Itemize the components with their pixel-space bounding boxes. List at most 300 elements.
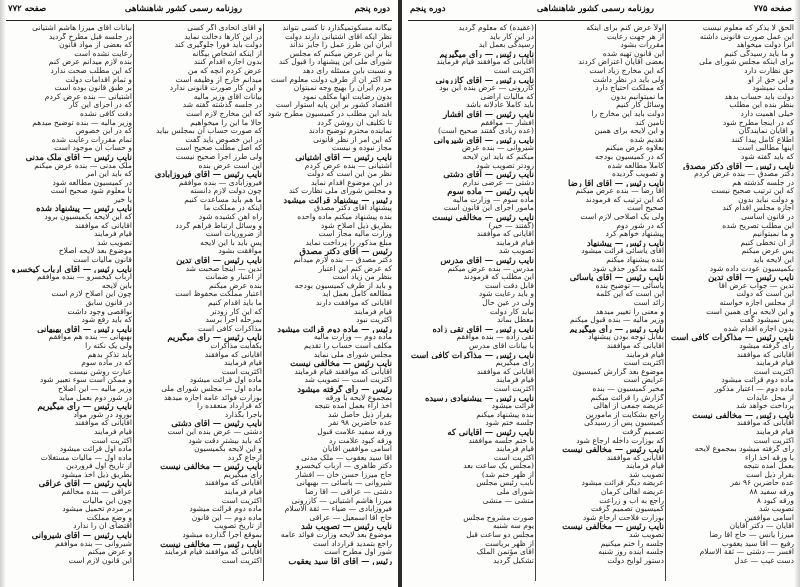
text-line: بنده عرض میکنم — [209, 281, 262, 290]
text-line: اولاً عرض کنم برای اینکه — [586, 24, 664, 32]
text-line: در این کارها دخالت نماید — [184, 32, 262, 41]
text-line: ماده دوم قرائت میشود — [721, 376, 794, 385]
text-line: تصویب شد — [759, 505, 794, 514]
text-line: که این مخارج لازم است — [186, 109, 262, 118]
text-line: معطل بماند — [496, 316, 534, 325]
text-line: از ضروریات است — [205, 230, 262, 239]
text-line: رسیدگی بعمل آید — [478, 41, 534, 50]
text-line: اقتضای آن را ندارد — [73, 522, 132, 531]
text-line: مکلف است حساب را تقدیم — [303, 341, 392, 350]
text-line: در این خصوص باید گفت — [185, 135, 262, 144]
text-line: دشتی — عرضی ندارم — [462, 178, 534, 187]
text-line: آقایانی که موافقند — [606, 453, 664, 462]
text-line: آقایانی که موافقند قیام فرمایند — [436, 58, 534, 67]
text-line: نایب رئیس — رأی میگیریم — [167, 333, 262, 342]
text-line: نایب رئیس — مذاکرات کافی است — [410, 350, 534, 360]
text-line: و این حق از او — [748, 75, 794, 84]
text-line: نایب رئیس — آقای آشتیانی — [295, 152, 392, 162]
text-line: آقایان — دکتر آقایان — [729, 522, 794, 531]
text-line: نایب رئیس — پیشنهادی رسیده — [425, 393, 534, 403]
text-line: و آقای اتحادی اگر کسی — [187, 24, 262, 32]
text-line: از ظهر بریاست — [485, 539, 534, 548]
text-line: آنرا دولت میخواهد — [736, 41, 794, 50]
text-line: و این کار صورت قانونی ندارد — [169, 84, 262, 93]
text-line: برای اینکه مجلس شورای ملی — [699, 58, 794, 67]
text-line: پس باید با این لایحه — [200, 238, 262, 247]
text-line: تدین — اینجا صحبت شد — [185, 264, 262, 273]
text-line: که در شور دوم — [616, 221, 664, 230]
text-line: آقایانی که موافقند قیام فرمایند — [294, 367, 392, 376]
text-line: نایب رئیس — آقای دکتر مصدق — [683, 161, 794, 171]
text-line: در کمیسیون مطالعه شود — [52, 178, 132, 187]
text-line: رئیس — آقای آقا سید یعقوب — [288, 556, 392, 566]
text-line: نایب رئیس — آقای ملک مدنی — [25, 152, 132, 162]
text-line: بوزارت فوائد عامه اجازه میدهد — [163, 393, 262, 402]
text-line: قیام فرمایند — [224, 359, 262, 368]
text-line: دولت باید فوراً جلوگیری کند — [174, 41, 262, 50]
text-line: نایب رئیس — مخالفی نیست — [160, 462, 262, 471]
text-line: ورقه سفید علامت قبول — [317, 427, 392, 436]
text-line: از محل عایدات — [746, 393, 794, 402]
text-line: میرزا هاشم آشتیانی — کازرونی — [291, 496, 392, 505]
text-line: ولی یک اصلاحی لازم است — [580, 213, 664, 222]
text-line: اکثریت است — [493, 66, 534, 75]
text-line: نایب رئیس — مخالفی نیست — [562, 445, 664, 454]
text-line: نایب رئیس — مخالفی نیست — [290, 359, 392, 368]
text-line: ماده دوم قرائت میشود — [189, 505, 262, 514]
text-line: عده حاضرین ۹۸ نفر — [328, 419, 392, 428]
text-line: اسامی موافقین آقایان — [322, 445, 392, 454]
right-page-number: صفحه ۷۷۵ — [753, 4, 792, 14]
text-line: نایب رئیس — آقای شیروانی — [433, 135, 534, 145]
text-line: بقابل توجه بودن پیشنهاد — [588, 333, 664, 342]
text-line: و تصویب گردیده — [612, 170, 664, 179]
text-line: این است عرض بنده — [198, 161, 262, 170]
right-column-3 — [408, 24, 534, 581]
text-line: با ورقه اخذ آراء — [745, 453, 794, 462]
text-line: نایب رئیس — آقای فیروزآبادی — [154, 170, 262, 179]
text-line: که در این خصوص — [75, 127, 132, 136]
text-line: که این کار زودتر — [210, 307, 262, 316]
text-line: پیشنهاد خواهم کرد — [605, 230, 664, 239]
text-line: که عرض کنم این اعتبار — [318, 264, 392, 273]
text-line: که این ترتیب که فرمودند — [585, 195, 664, 204]
text-line: خیلی اهمیت دارد — [740, 109, 794, 118]
text-line: رعایت نشده است — [74, 49, 132, 58]
text-line: و ما نمیتوانیم — [752, 230, 794, 239]
text-line: آشتیانی — بنده عرض کردم — [44, 92, 132, 101]
text-line: راجع بتمدید قرارداد است — [312, 539, 392, 548]
text-line: تدین — جواب عرض آقا — [718, 281, 794, 290]
text-line: آقای مؤتمن الملک — [476, 548, 534, 557]
text-line: و نسبت باین مسئله رأی دهد — [302, 66, 392, 75]
text-line: بدون اجازه اقدام کنند — [193, 58, 262, 67]
text-line: نایب رئیس — آقای دشتی — [171, 419, 262, 428]
text-line: تصویب شد — [629, 531, 664, 540]
text-line: در قانون سابق — [85, 299, 132, 307]
text-line: تا تکلیف آن روشن گردد — [317, 118, 392, 127]
text-line: صورت مشروح مجلس — [463, 513, 534, 522]
text-line: میکنم که باید این لایحه — [462, 152, 534, 161]
text-line: بطریق ذیل اخذ میشود — [61, 470, 132, 479]
text-line: دولت باید این مخارج را — [591, 109, 664, 118]
text-line: بطریق ذیل اصلاح شود — [320, 221, 392, 230]
text-line: اخذ آراء بعمل آمده نتیجه — [314, 402, 392, 411]
text-line: نایب رئیس — آقای عراقی — [38, 479, 132, 489]
text-line: فیروزآبادی — ضیاء — ثقة الاسلام — [284, 505, 392, 514]
text-line: این است که دولت — [736, 290, 794, 299]
text-line: قیام فرمایند — [496, 445, 534, 454]
text-line: اکثریت است — [753, 367, 794, 376]
text-line: در این موضوع اقدام نماید — [310, 178, 392, 187]
text-line: دست غیب — عدل — [734, 556, 794, 565]
text-line: و ممکن است سوء تعبیر شود — [39, 376, 132, 385]
text-line: و آقایان نمایندگان — [738, 127, 794, 136]
text-line: میدانم خارج از وظیفه است — [175, 75, 262, 84]
text-line: (عده زیادی گفتند صحیح است) — [438, 127, 534, 136]
text-line: با ختم جلسه موافقند — [468, 436, 534, 445]
text-line: پس نمیشود گفت — [739, 316, 794, 325]
text-line: ورقه کبود ۸ — [756, 496, 794, 505]
left-column-divider-2 — [133, 24, 134, 581]
text-line: دقت کافی نشده — [79, 109, 132, 118]
text-line: نایب رئیس — مذاکرات کافی است — [670, 333, 794, 342]
text-line: نایب رئیس — آقای دشتی — [443, 170, 534, 179]
text-line: بنظر من زیاد است — [332, 273, 392, 282]
text-line: کاملاً مطالعه شده — [607, 161, 664, 170]
text-line: ماده سوم — وزارت مالیه — [452, 195, 534, 204]
text-line: رأی گرفته میشود — [739, 341, 794, 350]
text-line: اعتبار مملکت محفوظ است — [175, 290, 262, 299]
text-line: تشکیل گردید — [493, 556, 534, 565]
text-line: قیام فرمایند — [626, 350, 664, 359]
text-line: نایب رئیس — مخالفی نیست — [160, 539, 262, 549]
text-line: در جلسه قبل مطرح گردید — [48, 32, 132, 41]
text-line: ماده اول — مجلس شورای ملی — [161, 384, 262, 393]
text-line: آقایانی که موافقند — [476, 367, 534, 376]
text-line: که این ترتیب صحیح نیست — [711, 187, 794, 196]
right-column-2 — [538, 24, 664, 581]
text-line: دکتر طاهری — ارباب کیخسرو — [295, 462, 392, 471]
text-line: ارباب کیخسرو — بنده موافقم — [36, 273, 132, 282]
text-line: باین لایحه — [101, 281, 132, 290]
text-line: ما نمیتوانیم بدون — [610, 92, 664, 101]
text-line: باجرا بگذارد — [224, 410, 262, 419]
text-line: دشتی — عراقی — آقا رضا — [305, 488, 392, 497]
text-line: عریضه اهالی کرمان — [600, 488, 664, 497]
text-line: بوزارت فلاحت ارجاع شود — [582, 513, 664, 522]
text-line: که صورت حساب آن بمجلس بیاید — [156, 127, 262, 136]
text-line: در قانون اساسی — [741, 213, 794, 222]
text-line: که بعضی از مواد قانون — [59, 41, 132, 50]
text-line: بورود در شور مواد — [73, 410, 132, 419]
text-line: که این امر از نظر قانونی — [313, 135, 392, 144]
text-line: از هر جهت رعایت — [607, 32, 664, 41]
text-line: و حساب آن موجود است — [54, 144, 132, 153]
text-line: رئیس — رأی گرفته میشود — [297, 384, 392, 394]
text-line: بمرحله اجرا برسد — [205, 316, 262, 325]
text-line: نایب رئیس — آقای یاسائی — [569, 273, 664, 282]
text-line: اکثریت است — [221, 556, 262, 565]
text-line: تا معلوم شود صحیح است — [50, 187, 132, 196]
text-line: بعضی آقایان اعتراض کردند — [578, 58, 664, 67]
left-column-divider-1 — [263, 24, 264, 581]
text-line: دولت باید حساب بدهد — [724, 92, 794, 101]
text-line: موضوع بعد لایحه اصلاح — [58, 247, 132, 256]
text-line: پس عرض میکنم — [741, 247, 794, 256]
text-line: آقای یاسائی قرائت میشود — [581, 247, 664, 256]
text-line: در این کار باید — [489, 32, 534, 41]
text-line: نایب رئیس — مخالفی نیست — [432, 213, 534, 222]
text-line: نایب رئیس — آقای تدین — [708, 273, 794, 282]
text-line: و مجلس شورای ملی نظارت کند — [288, 187, 392, 196]
text-line: تصمیم گرفت — [622, 427, 664, 436]
text-line: اینها مطالبی است — [737, 144, 794, 153]
text-line: بمجموع لایحه با ورقه — [325, 393, 392, 402]
text-line: و وضع مملکت — [86, 513, 132, 522]
text-line: جلسه را ختم میکنیم — [600, 539, 664, 548]
text-line: راه آهن کشیده شود — [198, 213, 262, 222]
right-column-divider-1 — [665, 24, 666, 581]
text-line: زودتر تصویب شود — [476, 161, 534, 170]
text-line: قیام فرمایند — [496, 238, 534, 247]
text-line: چون دولت لازم دانسته — [190, 187, 262, 196]
text-line: رأی میگیریم — [495, 359, 534, 368]
text-line: تصویب شد — [629, 470, 664, 479]
text-line: میرزا یانس — حاج آقا رضا — [709, 531, 794, 540]
text-line: تقدیم شده — [630, 135, 664, 144]
text-line: و ما باید رسیدگی کنیم — [724, 49, 794, 58]
text-line: آشتیانی — بنده عرض کردم — [304, 161, 392, 170]
text-line: با بیانات آقای مدرس — [469, 341, 534, 350]
text-line: بقرار ذیل حاصل شد — [328, 410, 392, 419]
text-line: این قانون لازم است — [68, 556, 132, 565]
right-issue-label: دوره پنجم — [410, 4, 446, 14]
text-line: (عقیده) که معلوم گردید — [458, 24, 534, 32]
text-line: الحق لا یذکر که معلوم نیست — [702, 24, 794, 32]
left-column-1 — [266, 24, 392, 581]
text-line: بهبهانی — بنده هم موافقم — [48, 333, 132, 342]
text-line: اکثریت است — [493, 384, 534, 393]
text-line: مجلس دو ساعت قبل — [466, 531, 534, 540]
text-line: و باید از طرف کمیسیون بودجه — [294, 281, 392, 290]
right-page — [402, 0, 800, 587]
text-line: که باید رفع شود — [81, 316, 132, 325]
text-line: و باید رعایت شود — [478, 290, 534, 299]
text-line: که در اینجا مطرح شود — [722, 118, 794, 127]
text-line: و این لایحه برای همین است — [706, 307, 794, 316]
text-line: باید این مطلب در کمیسیون مطرح شود — [267, 109, 392, 118]
text-line: نایب رئیس — پیشنهاد — [586, 238, 664, 248]
text-line: قرائت میشود — [491, 402, 534, 411]
text-line: قیام فرمایند — [94, 427, 132, 436]
text-line: دکتر مصدق — بنده لازم میدانم — [293, 256, 392, 265]
text-line: از ظهر ختم شد) — [481, 470, 534, 479]
text-line: اینکه در مملکت ما — [203, 204, 262, 213]
text-line: نایب رئیس — آقای ارباب کیخسرو — [11, 264, 132, 274]
text-line: آقایانی که موافقند — [74, 221, 132, 230]
text-line: که اصل مطلب صحیح است — [175, 144, 262, 153]
text-line: قیام فرمایند — [496, 376, 534, 385]
text-line: شورای ملی — [496, 488, 534, 497]
text-line: نباید کار دولت — [489, 307, 534, 316]
text-line: راجع به آب و زراعت — [599, 496, 664, 505]
text-line: اکثریت است — [493, 453, 534, 462]
text-line: بدون رضایت آنها مکلف نمود — [302, 92, 392, 101]
text-line: اکثریت است — [91, 436, 132, 445]
text-line: تصویب شد — [499, 247, 534, 256]
text-line: بعمل آمده نتیجه — [743, 462, 794, 471]
text-line: اکثریت است — [623, 359, 664, 368]
text-line: شیروانی — بنده موافقم — [55, 539, 132, 548]
text-line: شیروانی — یاسائی — بهبهانی — [296, 479, 392, 488]
text-line: بر مردم تحمیل میشود — [62, 505, 132, 514]
text-line: و معنی را تغییر میدهد — [595, 307, 664, 316]
text-line: از اعتبار و ضمانت — [205, 273, 262, 282]
left-page-number: صفحه ۷۷۲ — [8, 4, 47, 14]
text-line: موافقت بشود — [218, 247, 262, 256]
text-line: نایب رئیس — رأی میگیریم — [439, 49, 534, 59]
text-line: که مالیات اراضی — [480, 92, 534, 101]
text-line: که بوزارت داخله ارجاع شود — [576, 436, 664, 445]
text-line: حالا ما این را میخواهیم — [190, 118, 262, 127]
text-line: زائد است — [633, 299, 664, 307]
text-line: راجع بشکایت از مأمورین — [585, 410, 664, 419]
text-line: (گفتند — خیر) — [488, 221, 534, 230]
text-line: چون این اصلاح لازم است — [51, 290, 132, 299]
text-line: اکثریت است — [753, 436, 794, 445]
text-line: عراقی — بنده مخالفم — [61, 488, 132, 497]
text-line: مأمور اجرای این قانون است — [443, 204, 534, 213]
text-line: آقایانی که موافقند — [606, 341, 664, 350]
text-line: رئیس — آقای دکتر مصدق — [299, 247, 392, 257]
text-line: وزیر مالیه — بنده قبول میکنم — [570, 316, 664, 325]
text-line: که باید این امر — [86, 170, 132, 179]
text-line: و این لایحه برای همین — [594, 127, 664, 136]
text-line: دکتر مصدق — بنده عرض کردم — [694, 170, 794, 179]
text-line: تصویب شد — [97, 238, 132, 247]
text-line: و عرض میکنم — [87, 548, 132, 557]
text-line: نایب رئیس — ماده سوم — [447, 187, 534, 196]
text-line: از تاریخ تصویب — [214, 522, 262, 531]
text-line: قانون مالیات است — [73, 256, 132, 265]
text-line: ملک مدنی — بنده عرض میکنم — [34, 161, 132, 170]
text-line: حاج میرزا حسن خان — افشار — [295, 470, 392, 479]
text-line: این عمل صورت قانونی داشته — [699, 32, 794, 41]
text-line: کلمه مذکور حذف شود — [592, 264, 664, 273]
text-line: که باید گفته شود — [741, 152, 794, 161]
text-line: اطلاع کامل پیدا کنند — [731, 135, 794, 144]
text-line: تأمین کند — [635, 118, 664, 127]
text-line: که در ماده سوم — [81, 359, 132, 368]
text-line: آقایانی که موافقند — [74, 419, 132, 428]
text-line: ما باید اقدام کنیم — [208, 299, 262, 307]
text-line: رأی میگیریم — [223, 470, 262, 479]
text-line: کازرونی — عرض بنده این بود — [439, 84, 534, 93]
text-line: نایب رئیس — آقای کازرونی — [435, 75, 534, 85]
text-line: بیانات آقای وزیر مالیه — [193, 92, 262, 101]
text-line: بیانات آقای میرزا هاشم آشتیانی — [32, 24, 132, 32]
text-line: اکثریت نبود — [356, 316, 392, 325]
text-line: بنده پیشنهاد میکنم ماده واحده — [297, 213, 392, 222]
text-line: این مطلب تصریح شده — [722, 221, 794, 230]
text-line: از مجلس اجازه خواسته — [719, 299, 794, 307]
left-issue-label: دوره پنجم — [354, 4, 390, 14]
text-line: نظر آیکه آقای آشتیانی دارند دولت — [285, 32, 392, 41]
text-line: حاج آقا اسمعیل — عراقی — [309, 513, 392, 522]
text-line: مطالعه کامل بعمل آید — [322, 290, 392, 299]
text-line: که این لایحه بکمیسیون برود — [44, 213, 132, 222]
text-line: در جلسه گذشته هم — [732, 178, 794, 187]
text-line: بنده لازم میدانم عرض کنم — [48, 58, 132, 67]
text-line: بقرار ذیل است — [746, 470, 794, 479]
text-line: چون این مالیات — [82, 496, 132, 505]
text-line: در شور دوم بعمل میآید — [58, 393, 132, 402]
text-line: که قرارداد منعقده را — [196, 402, 262, 411]
text-line: مجاز نبوده و نیست — [331, 144, 392, 153]
text-line: که در کمیسیون بودجه — [594, 152, 664, 161]
text-line: ولی یک نکته را — [85, 341, 132, 350]
text-line: رفیع — آقا سید یعقوب — [721, 539, 794, 548]
text-line: و این لایحه بکمیسیون — [194, 445, 262, 454]
text-line: بنده پیشنهاد میکنم — [606, 256, 664, 265]
text-line: که در اجرای این کار — [68, 101, 132, 110]
text-line: ورقه کبود علامت رد — [328, 436, 392, 445]
text-line: ماده دوم — وزارت مالیه — [313, 333, 392, 342]
text-line: مدرس — بنده عرض میکنم — [447, 264, 534, 273]
text-line: و دولت نباید بدون — [738, 195, 794, 204]
right-running-title: روزنامه رسمی کشور شاهنشاهی — [536, 4, 654, 14]
text-line: بنده پیشنهاد میکنم — [476, 410, 534, 419]
text-line: بنا بر این عرض میکنم که مجلس — [289, 49, 392, 58]
text-line: نماینده محترم توضیح دادند — [308, 127, 392, 136]
text-line: آقا رضا — بنده عرض میکنم — [575, 187, 664, 196]
text-line: تمام مقررات رعایت شده — [51, 135, 132, 144]
text-line: که مملکت احتیاج دارد — [595, 84, 664, 93]
text-line: نایب رئیس — مخالفی نیست — [562, 522, 664, 532]
text-line: آقایانی که موافقت دارند — [315, 299, 392, 307]
text-line: ورقه سفید ۸۸ — [749, 488, 794, 497]
text-line: نایب رئیس — رأی میگیریم — [37, 402, 132, 411]
text-line: دشتی — عرض بنده این است — [167, 427, 262, 436]
text-line: ماده اول — مالیات مستغلات — [40, 453, 132, 462]
text-line: ولی در عین حال — [482, 299, 534, 307]
text-line: موضوع بعد لایحه وزارت فوائد عامه — [280, 531, 392, 540]
left-column-3 — [6, 24, 132, 581]
page-edge-shadow-right — [794, 0, 800, 587]
right-column-divider-2 — [535, 24, 536, 581]
text-line: این قانون تهیه شده — [602, 49, 664, 58]
text-line: آقایانی که موافقند قیام فرمایند — [164, 548, 262, 557]
text-line: تقی زاده — بنده موافقم — [456, 333, 534, 342]
text-line: شیروانی — بنده عرض — [461, 144, 534, 153]
text-line: بر طبق قانون بوده است — [54, 84, 132, 93]
text-line: رأی گرفته میشود بمجموع لایحه — [694, 445, 794, 454]
text-line: ماده دوم — اعتبار مذکور — [714, 384, 794, 393]
text-line: یوم سه شنبه — [492, 522, 534, 531]
text-line: وسائل کار کنیم — [616, 101, 664, 110]
text-line: قابل دقت است — [484, 281, 534, 290]
text-line: مذاکرات کافی است — [198, 324, 262, 333]
text-line: منشی — منشی — [482, 496, 534, 505]
text-line: بموقع اجرا گذارده میشود — [182, 531, 262, 540]
text-line: مردم ایران را بهیچ وجه نمیتوان — [293, 84, 392, 93]
text-line: که باید بیشتر دقت شود — [188, 436, 262, 445]
text-line: قیام فرمایند — [756, 427, 794, 436]
text-line: شورای ملی این پیشنهاد را قبول کند — [278, 58, 392, 67]
text-line: قیام فرمایند — [94, 230, 132, 239]
text-line: ارجاع گردد — [227, 453, 262, 462]
